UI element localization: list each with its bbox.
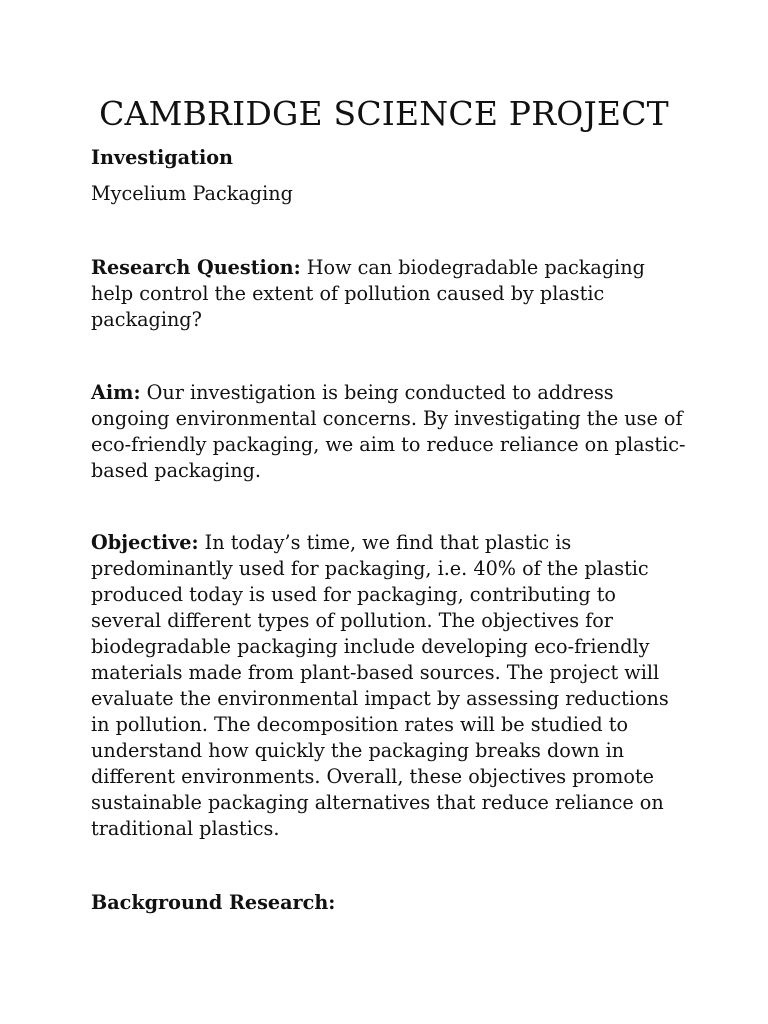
investigation-topic: Mycelium Packaging [91,182,293,205]
aim-text: Our investigation is being conducted to address ongoing environmental concerns. By investigating the use of eco-friendly packaging, we aim to reduce reliance on plastic-based packaging. [91,381,686,482]
document-title: CAMBRIDGE SCIENCE PROJECT [99,94,669,133]
objective-label: Objective: [91,531,199,554]
research-question-text: How can biodegradable packaging help control the extent of pollution caused by plastic packaging? [91,256,645,331]
objective-paragraph [91,530,691,842]
research-question-label: Research Question: [91,256,301,279]
background-research-heading: Background Research: [91,891,336,914]
aim-label: Aim: [91,381,141,404]
aim-paragraph [91,380,691,484]
investigation-heading: Investigation [91,146,233,169]
objective-text: In today’s time, we find that plastic is predominantly used for packaging, i.e. 40% of the plastic produced today is used for packaging, contributing to several different types of pollution. The objectives for biodegradable packaging include developing eco-friendly materials made from plant-based sources. The project will evaluate the environmental impact by assessing reductions in pollution. The decomposition rates will be studied to understand how quickly the packaging breaks down in different environments. Overall, these objectives promote sustainable packaging alternatives that reduce reliance on traditional plastics. [91,531,669,840]
research-question-paragraph [91,255,691,333]
